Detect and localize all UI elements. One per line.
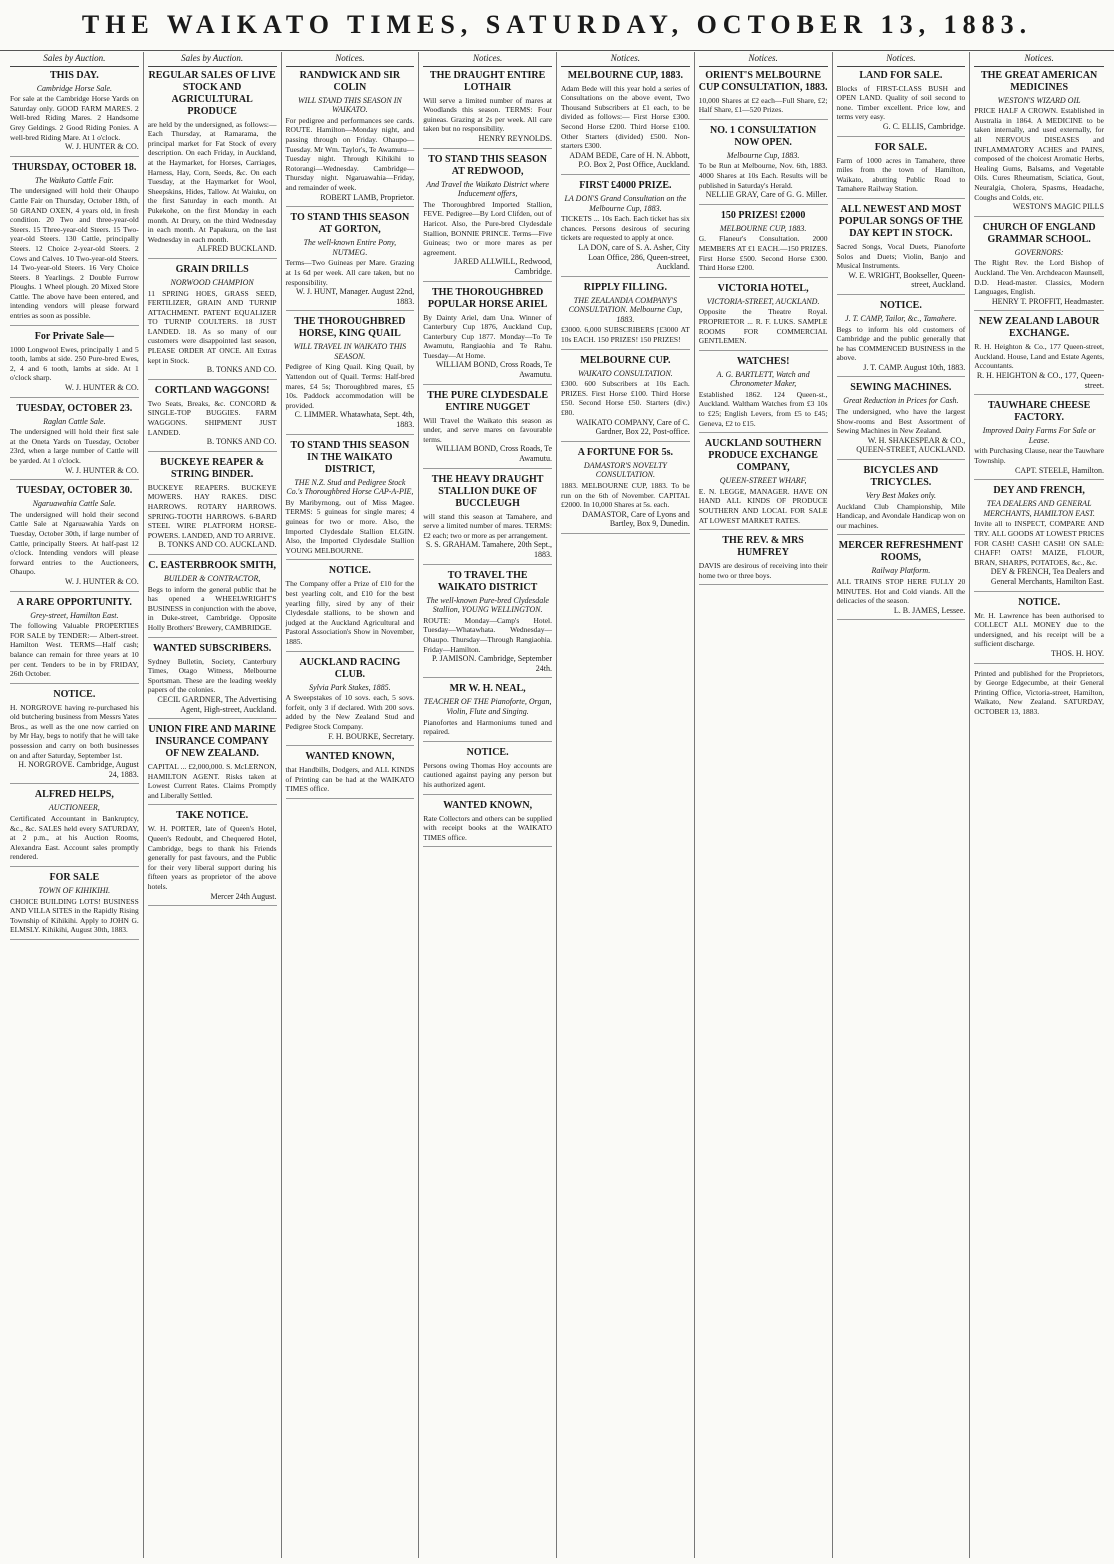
ad-title: For Private Sale— bbox=[34, 330, 114, 342]
ad-subtitle: DAMASTOR'S NOVELTY CONSULTATION. bbox=[583, 460, 667, 480]
ad-body: CHOICE BUILDING LOTS! BUSINESS AND VILLA SITES in the Rapidly Rising Township of Kihikihi. Apply to JOHN G. ELMSLY. Kihikihi, August 30th, 1883. bbox=[10, 896, 139, 935]
advertisement-block bbox=[837, 142, 966, 199]
ad-title: FIRST £4000 PRIZE. bbox=[579, 179, 672, 191]
ad-body: E. N. LEGGE, MANAGER. HAVE ON HAND ALL KINDS OF PRODUCE SOUTHERN AND LOCAL FOR SALE AT LOWEST MARKET RATES. bbox=[698, 486, 828, 525]
advertisement-block bbox=[974, 597, 1104, 664]
ad-signature: DEY & FRENCH, Tea Dealers and General Merchants, Hamilton East. bbox=[990, 567, 1104, 586]
ad-title: NOTICE. bbox=[53, 688, 96, 700]
ad-title: NOTICE. bbox=[328, 565, 371, 577]
advertisement-block bbox=[148, 70, 277, 259]
ad-title: RIPPLY FILLING. bbox=[583, 281, 667, 293]
ad-subtitle: WESTON'S WIZARD OIL bbox=[997, 95, 1081, 105]
advertisement-block bbox=[286, 70, 415, 208]
ad-signature: ROBERT LAMB, Proprietor. bbox=[320, 192, 415, 202]
ad-subtitle: TEA DEALERS AND GENERAL MERCHANTS, HAMILTON EAST. bbox=[983, 499, 1095, 518]
advertisement-block bbox=[10, 70, 139, 157]
ad-body: Sacred Songs, Vocal Duets, Pianoforte Solos and Duets; Violin, Banjo and Musical Instruments. bbox=[836, 241, 966, 271]
ad-body: £300. 600 Subscribers at 10s Each. PRIZES. First Horse £100. Third Horse £50. Second Horse £50. Starters (div.) £80. bbox=[561, 379, 690, 418]
ad-title: THE GREAT AMERICAN MEDICINES bbox=[980, 69, 1098, 93]
ad-title: CHURCH OF ENGLAND GRAMMAR SCHOOL. bbox=[982, 221, 1096, 245]
column-head: Notices. bbox=[423, 54, 552, 67]
ad-body: ALL TRAINS STOP HERE FULLY 20 MINUTES. Hot and Cold viands. All the delicacies of the season. bbox=[836, 577, 966, 606]
ad-body: For pedigree and performances see cards. ROUTE. Hamilton—Monday night, and passing through on Friday. Ohaupo—Tuesday. Mr Wm. Taylor's, Te Awamutu—Tuesday night. Through Kihikihi to Rotorangi—Wednesday. Cambridge—Thursday night. Ngaruawahia—Friday, and remainder of week. bbox=[285, 115, 415, 192]
ad-body: Pedigree of King Quail. King Quail, by Yattendon out of Quail. Terms: Half-bred mares, £4 5s; Thoroughbred mares, £5 10s. Paddock accommodation will be provided. bbox=[285, 362, 415, 410]
advertisement-block bbox=[974, 400, 1104, 480]
advertisement-block bbox=[974, 70, 1104, 217]
advertisement-block bbox=[148, 560, 277, 638]
ad-title: WATCHES! bbox=[736, 355, 790, 367]
ad-body: To be Run at Melbourne, Nov. 6th, 1883. 4000 Shares at 10s Each. Results will be published in Saturday's Herald. bbox=[698, 161, 828, 190]
column-3 bbox=[282, 52, 420, 1558]
ad-signature: H. NORGROVE. Cambridge, August 24, 1883. bbox=[18, 760, 139, 779]
ad-subtitle: LA DON'S Grand Consultation on the Melbourne Cup, 1883. bbox=[564, 193, 687, 213]
ad-subtitle: WILL TRAVEL IN WAIKATO THIS SEASON. bbox=[293, 342, 407, 361]
ad-signature: S. S. GRAHAM. Tamahere, 20th Sept., 1883. bbox=[425, 540, 552, 559]
ad-signature: WILLIAM BOND, Cross Roads, Te Awamutu. bbox=[435, 444, 552, 464]
ad-body: The Company offer a Prize of £10 for the best yearling colt, and £10 for the best yearling filly, sired by any of their Clydesdale stallions, to be shown and judged at the Auckland Agricultural and Pastoral Association's Show in November, 1885. bbox=[285, 579, 415, 646]
ad-title: NOTICE. bbox=[879, 299, 922, 311]
advertisement-block bbox=[10, 403, 139, 481]
ad-body: G. Flaneur's Consultation. 2000 MEMBERS AT £1 EACH.—150 PRIZES. First Horse £500. Second Horse £300. Third Horse £200. bbox=[698, 234, 828, 273]
advertisement-block bbox=[423, 800, 552, 848]
ad-title: MELBOURNE CUP. bbox=[580, 354, 671, 366]
ad-body: The undersigned will hold their first sale at the Oneta Yards on Tuesday, October 23rd, when a large number of Cattle will be yarded. At 1 o'clock. bbox=[10, 427, 139, 465]
ad-title: ORIENT'S MELBOURNE CUP CONSULTATION, 1883. bbox=[698, 69, 828, 93]
column-head: Notices. bbox=[286, 54, 415, 67]
ad-signature: Mercer 24th August. bbox=[210, 891, 277, 901]
column-head: Notices. bbox=[699, 54, 828, 67]
ad-body: Established 1862. 124 Queen-st., Auckland. Waltham Watches from £3 10s to £25; English Levers, from £5 to £45; Geneva, £2 to £15. bbox=[698, 389, 828, 428]
advertisement-block bbox=[148, 810, 277, 906]
column-2 bbox=[144, 52, 282, 1558]
ad-body: The undersigned, who have the largest Show-rooms and Best Assortment of Sewing Machines in New Zealand. bbox=[836, 407, 966, 436]
advertisement-block bbox=[286, 316, 415, 434]
ad-signature: W. J. HUNT, Manager. August 22nd, 1883. bbox=[296, 287, 415, 306]
ad-subtitle: The well-known Pure-bred Clydesdale Stallion, YOUNG WELLINGTON. bbox=[426, 595, 549, 615]
advertisement-block bbox=[837, 204, 966, 295]
ad-subtitle: The Waikato Cattle Fair. bbox=[34, 175, 114, 185]
ad-subtitle: Very Best Makes only. bbox=[865, 491, 936, 501]
ad-title: SEWING MACHINES. bbox=[850, 382, 952, 394]
ad-title: NOTICE. bbox=[1018, 596, 1061, 608]
ad-body: Farm of 1000 acres in Tamahere, three miles from the town of Hamilton, Waikato, abutting Public Road to Tamahere Railway Station. bbox=[836, 155, 966, 194]
ad-subtitle: THE N.Z. Stud and Pedigree Stock Co.'s Thoroughbred Horse CAP-A-PIE, bbox=[286, 477, 414, 497]
ad-subtitle: Improved Dairy Farms For Sale or Lease. bbox=[982, 426, 1096, 445]
ad-signature: P. JAMISON. Cambridge, September 24th. bbox=[432, 654, 552, 673]
ad-body: Pianofortes and Harmoniums tuned and repaired. bbox=[423, 717, 552, 737]
ad-signature: B. TONKS AND CO. AUCKLAND. bbox=[158, 540, 277, 550]
advertisement-block bbox=[561, 70, 690, 175]
ad-body: will stand this season at Tamahere, and serve a limited number of mares. TERMS: £2 each; two or more as per arrangement. bbox=[423, 511, 552, 540]
column-1 bbox=[6, 52, 144, 1558]
ad-body: Certificated Accountant in Bankruptcy, &c., &c. SALES held every SATURDAY, at 2 p.m., at his Auction Rooms, Alexandra East. Account sales promptly rendered. bbox=[10, 814, 139, 862]
ad-signature: R. H. HEIGHTON & CO., 177, Queen-street. bbox=[976, 371, 1104, 390]
ad-title: WANTED KNOWN, bbox=[443, 799, 533, 811]
advertisement-block bbox=[286, 657, 415, 747]
ad-title: AUCKLAND SOUTHERN PRODUCE EXCHANGE COMPANY, bbox=[704, 438, 822, 474]
advertisement-block bbox=[561, 355, 690, 442]
advertisement-block bbox=[10, 162, 139, 326]
ad-title: C. EASTERBROOK SMITH, bbox=[148, 559, 277, 571]
advertisement-block bbox=[837, 70, 966, 137]
ad-body: R. H. Heighton & Co., 177 Queen-street, Auckland. House, Land and Estate Agents, Accountants. bbox=[974, 342, 1104, 371]
columns-container bbox=[6, 52, 1108, 1558]
ad-signature: ALFRED BUCKLAND. bbox=[196, 244, 277, 254]
ad-body: CAPITAL ... £2,000,000. S. McLERNON, HAMILTON AGENT. Risks taken at Lowest Current Rates. Claims Promptly and Liberally Settled. bbox=[147, 762, 277, 800]
ad-signature: JARED ALLWILL, Redwood, Cambridge. bbox=[453, 257, 552, 276]
ad-title: MELBOURNE CUP, 1883. bbox=[567, 69, 683, 81]
ad-title: DEY AND FRENCH, bbox=[993, 485, 1085, 497]
ad-title: NO. 1 CONSULTATION NOW OPEN. bbox=[710, 124, 817, 148]
ad-body: W. H. PORTER, late of Queen's Hotel, Queen's Redoubt, and Chequered Hotel, Cambridge, begs to thank his Friends generally for past favours, and the Public for their very liberal support during his fifteen years as proprietor of the above hotels. bbox=[147, 824, 277, 892]
ad-subtitle: BUILDER & CONTRACTOR, bbox=[163, 573, 261, 583]
ad-title: BUCKEYE REAPER & STRING BINDER. bbox=[160, 456, 265, 480]
ad-body: The undersigned will hold their Ohaupo Cattle Fair on Thursday, October 18th, of 50 GRAND OXEN, 4 years old, in fresh condition. 20 Two and three-year-old Steers. 15 Three-year-old Steers. 15 Two-year-old Steers. 130 Cattle, principally Steers. 12 Choice 2-year-old Steers. 2 Cows and Calves. 10 Two-year-old Steers. 14 Two-year-old Steers. 16 Very Choice Steers. 8 Yearlings. 2 Double Furrow Ploughs. 1 Wheel plough. 20 Mixed Store Cattle. The above have been entered, and intending vendors will please forward entries as soon as possible. bbox=[10, 186, 139, 321]
masthead-title: THE WAIKATO TIMES, SATURDAY, OCTOBER 13, 1883. bbox=[81, 10, 1033, 39]
ad-subtitle: Cambridge Horse Sale. bbox=[36, 83, 113, 93]
ad-title: TUESDAY, OCTOBER 30. bbox=[16, 485, 133, 497]
advertisement-block bbox=[10, 597, 139, 684]
ad-signature: B. TONKS AND CO. bbox=[206, 365, 277, 375]
ad-body: Rate Collectors and others can be supplied with receipt books at the WAIKATO TIMES office. bbox=[423, 813, 552, 842]
column-head: Notices. bbox=[561, 54, 690, 67]
advertisement-block bbox=[837, 540, 966, 620]
ad-subtitle: GOVERNORS: bbox=[1014, 247, 1064, 257]
ad-subtitle: WILL STAND THIS SEASON IN WAIKATO. bbox=[298, 95, 402, 115]
ad-body: Mr. H. Lawrence has been authorised to COLLECT ALL MONEY due to the undersigned, and his receipt will be a sufficient discharge. bbox=[974, 610, 1104, 649]
ad-signature: W. J. HUNTER & CO. bbox=[65, 142, 139, 152]
ad-body: 11 SPRING HOES, GRASS SEED, FERTILIZER, GRAIN AND TURNIP ATTACHMENT. PATENT EQUALIZER TO TURNIP COULTERS. 18 JUST LANDED. 18. As so many of our customers were disappointed last season, PLEASE ORDER AT ONCE. All Extras kept in Stock. bbox=[147, 288, 277, 365]
imprint-footer: Printed and published for the Proprietors, by George Edgecumbe, at their General Printing Office, Victoria-street, Hamilton, Waikato, New Zealand. SATURDAY, OCTOBER 13, 1883. bbox=[974, 668, 1104, 716]
advertisement-block bbox=[699, 125, 828, 205]
ad-title: VICTORIA HOTEL, bbox=[717, 282, 809, 294]
ad-signature: J. T. CAMP. August 10th, 1883. bbox=[863, 362, 966, 372]
ad-title: TO STAND THIS SEASON IN THE WAIKATO DISTRICT, bbox=[290, 439, 410, 475]
ad-signature: W. E. WRIGHT, Bookseller, Queen-street, Auckland. bbox=[848, 270, 966, 290]
ad-title: NEW ZEALAND LABOUR EXCHANGE. bbox=[978, 316, 1100, 340]
ad-title: MR W. H. NEAL, bbox=[449, 683, 526, 695]
ad-signature: CAPT. STEELE, Hamilton. bbox=[1015, 465, 1104, 475]
ad-title: THE REV. & MRS HUMFREY bbox=[722, 535, 804, 559]
ad-title: A FORTUNE FOR 5s. bbox=[577, 446, 673, 458]
ad-subtitle: Ngaruawahia Cattle Sale. bbox=[32, 499, 117, 509]
advertisement-block bbox=[423, 287, 552, 385]
advertisement-block bbox=[699, 438, 828, 530]
ad-title: BICYCLES AND TRICYCLES. bbox=[863, 465, 939, 489]
ad-signature: WAIKATO COMPANY, Care of C. Gardner, Box 22, Post-office. bbox=[576, 417, 690, 437]
ad-body: Will Travel the Waikato this season as under, and serve mares on favourable terms. bbox=[423, 415, 552, 444]
ad-title: TO STAND THIS SEASON AT REDWOOD, bbox=[428, 153, 547, 177]
ad-body: Two Seats, Breaks, &c. CONCORD & SINGLE-TOP BUGGIES. FARM WAGGONS. SHIPMENT JUST LANDED. bbox=[147, 398, 277, 437]
ad-body: are held by the undersigned, as follows:— Each Thursday, at Ramarama, the principal market for Fat Stock of every description. On each Friday, in Auckland, at the Haymarket, for Horses, Carriages, Harness, Hay, Corn, Seeds, &c. On each Tuesday, at the Haymarket for Wool, Sheepskins, Hides, Tallow. At Waiuku, on the first Saturday in each month. At Pukekohe, on the first Monday in each month. At Drury, on the third Wednesday in each month. At Papakura, on the last Wednesday in each month. bbox=[147, 119, 277, 244]
ad-body: Blocks of FIRST-CLASS BUSH and OPEN LAND. Quality of soil second to none. Timber excellent. Price low, and terms very easy. bbox=[836, 83, 966, 122]
ad-title: TAUWHARE CHEESE FACTORY. bbox=[987, 400, 1091, 424]
column-head: Notices. bbox=[974, 54, 1104, 67]
ad-body: ROUTE: Monday—Camp's Hotel. Tuesday—Whatawhata. Wednesday—Ohaupo. Thursday—Through Rangiaohia. Friday—Hamilton. bbox=[423, 615, 552, 654]
ad-title: WANTED SUBSCRIBERS. bbox=[152, 642, 272, 654]
ad-body: Auckland Club Championship, Mile Handicap, and Avondale Handicap won on our machines. bbox=[836, 501, 966, 530]
ad-subtitle: VICTORIA-STREET, AUCKLAND. bbox=[706, 296, 820, 306]
ad-title: THE THOROUGHBRED HORSE, KING QUAIL bbox=[294, 316, 406, 340]
ad-title: TO STAND THIS SEASON AT GORTON, bbox=[290, 212, 410, 236]
ad-signature: B. TONKS AND CO. bbox=[206, 437, 277, 447]
advertisement-block bbox=[148, 457, 277, 555]
ad-body: A Sweepstakes of 10 sovs. each, 5 sovs. forfeit, only 3 if declared. With 200 sovs. added by the New Zealand Stud and Pedigree Stock Company. bbox=[285, 693, 415, 731]
ad-subtitle: Melbourne Cup, 1883. bbox=[726, 150, 800, 160]
ad-subtitle: TEACHER OF THE Pianoforte, Organ, Violin, Flute and Singing. bbox=[423, 697, 552, 716]
advertisement-block bbox=[561, 282, 690, 350]
advertisement-block bbox=[561, 180, 690, 277]
advertisement-block bbox=[974, 316, 1104, 395]
ad-signature: W. J. HUNTER & CO. bbox=[65, 383, 139, 393]
advertisement-block bbox=[286, 440, 415, 561]
column-5 bbox=[557, 52, 695, 1558]
ad-body: By Dainty Ariel, dam Una. Winner of Canterbury Cup 1876, Auckland Cup, Canterbury Cup 1877. Monday—To Te Awamutu, Rangiaohia and Te Rahu. Tuesday—At Home. bbox=[423, 312, 552, 360]
ad-title: GRAIN DRILLS bbox=[175, 263, 249, 275]
ad-title: ALFRED HELPS, bbox=[34, 789, 114, 801]
ad-subtitle: Sylvia Park Stakes, 1885. bbox=[309, 682, 391, 692]
advertisement-block bbox=[10, 485, 139, 591]
ad-body: Sydney Bulletin, Society, Canterbury Times, Otago Witness, Melbourne Sportsman. These are the leading weekly papers of the colonies. bbox=[147, 656, 277, 695]
ad-title: THE HEAVY DRAUGHT STALLION DUKE OF BUCCLEUGH bbox=[431, 473, 544, 509]
ad-title: TUESDAY, OCTOBER 23. bbox=[16, 402, 133, 414]
ad-subtitle: Railway Platform. bbox=[871, 566, 931, 576]
ad-body: that Handbills, Dodgers, and ALL KINDS of Printing can be had at the WAIKATO TIMES office. bbox=[285, 765, 415, 794]
ad-title: AUCKLAND RACING CLUB. bbox=[299, 656, 401, 680]
ad-signature: F. H. BOURKE, Secretary. bbox=[328, 731, 415, 741]
ad-body: £3000. 6,000 SUBSCRIBERS [£3000 AT 10s EACH. 150 PRIZES! 150 PRIZES! bbox=[561, 325, 690, 345]
ad-body: Opposite the Theatre Royal. PROPRIETOR ... R. F. LUKS. SAMPLE ROOMS FOR COMMERCIAL GENTLEMEN. bbox=[698, 307, 828, 346]
column-head: Sales by Auction. bbox=[148, 54, 277, 67]
ad-body: with Purchasing Clause, near the Tauwhare Township. bbox=[974, 446, 1104, 466]
masthead bbox=[0, 0, 1114, 51]
advertisement-block bbox=[148, 724, 277, 805]
ad-body: The Thoroughbred Imported Stallion, FEVE. Pedigree—By Lord Clifden, out of Haricot. Also, the Pure-bred Clydesdale Stallion, BONNIE PRINCE. Terms—Five Guineas; two or more mares as per agreement. bbox=[423, 199, 552, 257]
ad-subtitle: Raglan Cattle Sale. bbox=[43, 416, 106, 426]
ad-title: REGULAR SALES OF LIVE STOCK AND AGRICULTURAL PRODUCE bbox=[148, 69, 276, 117]
ad-body: The Right Rev. the Lord Bishop of Auckland. The Ven. Archdeacon Maunsell, D.D. Head-master. Classics, Modern Languages, English. bbox=[974, 258, 1104, 297]
advertisement-block bbox=[423, 70, 552, 149]
ad-title: TO TRAVEL THE WAIKATO DISTRICT bbox=[437, 569, 538, 593]
ad-title: CORTLAND WAGGONS! bbox=[154, 384, 270, 396]
ad-subtitle: And Travel the Waikato District where Inducement offers, bbox=[426, 179, 549, 199]
ad-body: By Maribyrnong, out of Miss Magee. TERMS: 5 guineas for single mares; 4 guineas for two or more. Also, the Imported Clydesdale Stallion ELGIN. Also, the Imported Clydesdale Stallion YOUNG MELBOURNE. bbox=[285, 497, 415, 555]
ad-title: MERCER REFRESHMENT ROOMS, bbox=[838, 540, 963, 564]
ad-body: H. NORGROVE having re-purchased his old butchering business from Messrs Yates Bros., as well as the one now carried on by Mr Hay, begs to notify that he will take possession and carry on both businesses on and after Saturday, September 1st. bbox=[10, 702, 139, 760]
advertisement-block bbox=[423, 474, 552, 565]
ad-body: Begs to inform his old customers of Cambridge and the public generally that he has COMMENCED BUSINESS in the above. bbox=[836, 324, 966, 363]
ad-body: BUCKEYE REAPERS. BUCKEYE MOWERS. HAY RAKES. DISC HARROWS. ROTARY HARROWS. SPRING-TOOTH HARROWS. 6-BARD STEEL WIRE PLATFORM HORSE-POWERS. LANDED, AND TO ARRIVE. bbox=[147, 482, 277, 540]
advertisement-block bbox=[699, 535, 828, 585]
ad-signature: HENRY T. PROFFIT, Headmaster. bbox=[991, 296, 1104, 306]
ad-title: ALL NEWEST AND MOST POPULAR SONGS OF THE DAY KEPT IN STOCK. bbox=[838, 203, 963, 239]
ad-signature: L. B. JAMES, Lessee. bbox=[893, 605, 966, 615]
advertisement-block bbox=[974, 485, 1104, 591]
ad-signature: DAMASTOR, Care of Lyons and Bartley, Box 9, Dunedin. bbox=[582, 509, 690, 529]
ad-title: TAKE NOTICE. bbox=[176, 810, 249, 822]
ad-signature: THOS. H. HOY. bbox=[1051, 648, 1104, 658]
ad-title: THURSDAY, OCTOBER 18. bbox=[12, 161, 137, 173]
advertisement-block bbox=[837, 300, 966, 378]
ad-body: DAVIS are desirous of receiving into their home two or three boys. bbox=[698, 561, 828, 580]
ad-title: THE DRAUGHT ENTIRE LOTHAIR bbox=[429, 69, 546, 93]
ad-body: Will serve a limited number of mares at Woodlands this season. TERMS: Four guineas. Grazing at 2s per week. All care taken but no responsibility. bbox=[423, 95, 552, 134]
ad-title: THE PURE CLYDESDALE ENTIRE NUGGET bbox=[427, 389, 549, 413]
advertisement-block bbox=[837, 465, 966, 535]
column-7 bbox=[833, 52, 971, 1558]
ad-subtitle: QUEEN-STREET WHARF, bbox=[719, 476, 807, 486]
ad-title: FOR SALE bbox=[49, 872, 100, 883]
ad-signature: WILLIAM BOND, Cross Roads, Te Awamutu. bbox=[435, 360, 552, 380]
advertisement-block bbox=[148, 264, 277, 380]
ad-subtitle: Grey-street, Hamilton East. bbox=[30, 610, 119, 620]
ad-title: FOR SALE. bbox=[874, 141, 927, 153]
ad-title: UNION FIRE AND MARINE INSURANCE COMPANY OF NEW ZEALAND. bbox=[148, 724, 276, 760]
ad-signature: ADAM BEDE, Care of H. N. Abbott, P.O. Box 2, Post Office, Auckland. bbox=[569, 150, 690, 170]
ad-signature: C. LIMMER. Whatawhata, Sept. 4th, 1883. bbox=[294, 410, 415, 430]
ad-subtitle: THE ZEALANDIA COMPANY'S CONSULTATION. Melbourne Cup, 1883. bbox=[568, 295, 683, 324]
ad-body: Persons owing Thomas Hoy accounts are cautioned against paying any person but his authorized agent. bbox=[423, 760, 552, 789]
ad-body: Invite all to INSPECT, COMPARE AND TRY. ALL GOODS AT LOWEST PRICES FOR CASH! CASH! CASH! ON SALE: CHAFF! OATS! MAIZE, FLOUR, BRAN, SHARPS, POTATOES, &c., &c. bbox=[974, 519, 1104, 567]
advertisement-block bbox=[10, 789, 139, 867]
ad-title: A RARE OPPORTUNITY. bbox=[16, 596, 132, 608]
ad-body: Adam Bede will this year hold a series of Consultations on the above event, Two Thousand Subscribers at £1 each, to be divided as follows:— First Horse £300. Second Horse £200. Third Horse £100. Other Starters (divided) £500. Non-starters £300. bbox=[561, 83, 690, 151]
column-head: Sales by Auction. bbox=[10, 54, 139, 67]
ad-subtitle: NORWOOD CHAMPION bbox=[170, 277, 254, 287]
ad-signature: WESTON'S MAGIC PILLS bbox=[1012, 202, 1104, 212]
advertisement-block bbox=[423, 390, 552, 469]
ad-title: THIS DAY. bbox=[50, 69, 99, 81]
advertisement-block bbox=[974, 222, 1104, 312]
advertisement-block bbox=[699, 70, 828, 120]
ad-signature: W. H. SHAKESPEAR & CO., QUEEN-STREET, AUCKLAND. bbox=[856, 435, 966, 455]
advertisement-block bbox=[148, 643, 277, 720]
ad-body: Terms—Two Guineas per Mare. Grazing at 1s 6d per week. All care taken, but no responsibility. bbox=[285, 258, 415, 287]
advertisement-block bbox=[423, 570, 552, 679]
ad-signature: W. J. HUNTER & CO. bbox=[65, 465, 139, 475]
ad-signature: NELLIE GRAY, Care of G. G. Miller. bbox=[705, 190, 828, 200]
advertisement-block bbox=[286, 212, 415, 311]
ad-subtitle: The well-known Entire Pony, NUTMEG. bbox=[303, 238, 397, 257]
ad-title: WANTED KNOWN, bbox=[305, 751, 395, 763]
ad-title: RANDWICK AND SIR COLIN bbox=[299, 69, 401, 93]
column-4 bbox=[419, 52, 557, 1558]
ad-subtitle: Great Reduction in Prices for Cash. bbox=[843, 396, 959, 406]
advertisement-block bbox=[837, 382, 966, 460]
column-head: Notices. bbox=[837, 54, 966, 67]
advertisement-block bbox=[10, 331, 139, 398]
column-8 bbox=[970, 52, 1108, 1558]
ad-body: 1883. MELBOURNE CUP, 1883. To be run on the 6th of November. CAPITAL £2000. In 10,000 Shares at 5s. each. bbox=[561, 481, 690, 510]
ad-subtitle: A. G. BARTLETT, Watch and Chronometer Maker, bbox=[716, 369, 810, 389]
ad-signature: HENRY REYNOLDS. bbox=[478, 133, 552, 143]
advertisement-block bbox=[423, 154, 552, 282]
ad-title: LAND FOR SALE. bbox=[859, 69, 943, 81]
ad-signature: W. J. HUNTER & CO. bbox=[65, 576, 139, 586]
advertisement-block bbox=[148, 385, 277, 452]
ad-subtitle: TOWN OF KIHIKIHI. bbox=[38, 886, 111, 895]
ad-subtitle: J. T. CAMP, Tailor, &c., Tamahere. bbox=[845, 313, 957, 323]
ad-signature: G. C. ELLIS, Cambridge. bbox=[882, 121, 966, 131]
column-6 bbox=[695, 52, 833, 1558]
ad-body: PRICE HALF A CROWN. Established in Australia in 1864. A MEDICINE to be taken internally, and used externally, for all NERVOUS DISEASES and INFLAMMATORY ACHES and PAINS, composed of the choicest Aromatic Herbs, Healing Gums, Balsams, and Vegetable Oils. Cures Rheumatism, Sciatica, Gout, Neuralgia, Cholera, Spasms, Headache, Coughs and Colds, etc. bbox=[974, 106, 1104, 202]
ad-body: Begs to inform the general public that he has opened a WHEELWRIGHT'S BUSINESS in conjunction with the above, in Duke-street, Cambridge. Opposite Holly Brothers' Brewery, CAMBRIDGE. bbox=[147, 584, 277, 632]
advertisement-block bbox=[561, 447, 690, 534]
ad-subtitle: WAIKATO CONSULTATION. bbox=[577, 368, 673, 378]
advertisement-block bbox=[699, 283, 828, 351]
ad-body: For sale at the Cambridge Horse Yards on Saturday only. GOOD FARM MARES. 2 Well-bred Riding Mares. 2 Handsome Grey Geldings. 2 Good Riding Ponies. A well-bred Riding Mare. At 1 o'clock. bbox=[10, 94, 139, 142]
ad-body: 10,000 Shares at £2 each—Full Share, £2; Half Share, £1—520 Prizes. bbox=[698, 95, 828, 115]
ad-body: TICKETS ... 10s Each. Each ticket has six chances. Persons desirous of securing tickets are requested to apply at once. bbox=[561, 214, 690, 243]
ad-body: 1000 Longwool Ewes, principally 1 and 5 tooth, lambs at side. 250 Pure-bred Ewes, 2, 4 and 6 tooth, lambs at side. At 1 o'clock sharp. bbox=[10, 344, 139, 383]
ad-body: The undersigned will hold their second Cattle Sale at Ngaruawahia Yards on Tuesday, October 30th, if large number of Cattle, principally Steers. At half-past 12 o'clock. Intending vendors will please forward entries to the Auctioneers, Ohaupo. bbox=[10, 509, 139, 577]
advertisement-block bbox=[699, 210, 828, 278]
advertisement-block bbox=[423, 747, 552, 795]
advertisement-block bbox=[423, 683, 552, 741]
ad-subtitle: MELBOURNE CUP, 1883. bbox=[719, 223, 807, 233]
advertisement-block bbox=[10, 872, 139, 940]
advertisement-block bbox=[286, 751, 415, 799]
ad-title: THE THOROUGHBRED POPULAR HORSE ARIEL bbox=[427, 286, 548, 310]
advertisement-block bbox=[699, 356, 828, 434]
ad-signature: CECIL GARDNER, The Advertising Agent, High-street, Auckland. bbox=[157, 694, 277, 714]
advertisement-block bbox=[286, 565, 415, 651]
ad-title: NOTICE. bbox=[466, 746, 509, 758]
ad-body: The following Valuable PROPERTIES FOR SALE by TENDER:— Albert-street. Hamilton West. TERMS—Half cash; balance can remain for three years at 10 per cent. Tenders to be in by FRIDAY, 26th October. bbox=[10, 621, 139, 679]
advertisement-block bbox=[10, 689, 139, 785]
ad-title: 150 PRIZES! £2000 bbox=[720, 209, 806, 221]
ad-subtitle: AUCTIONEER, bbox=[48, 803, 100, 813]
ad-signature: LA DON, care of S. A. Asher, City Loan Office, 286, Queen-street, Auckland. bbox=[578, 242, 690, 272]
